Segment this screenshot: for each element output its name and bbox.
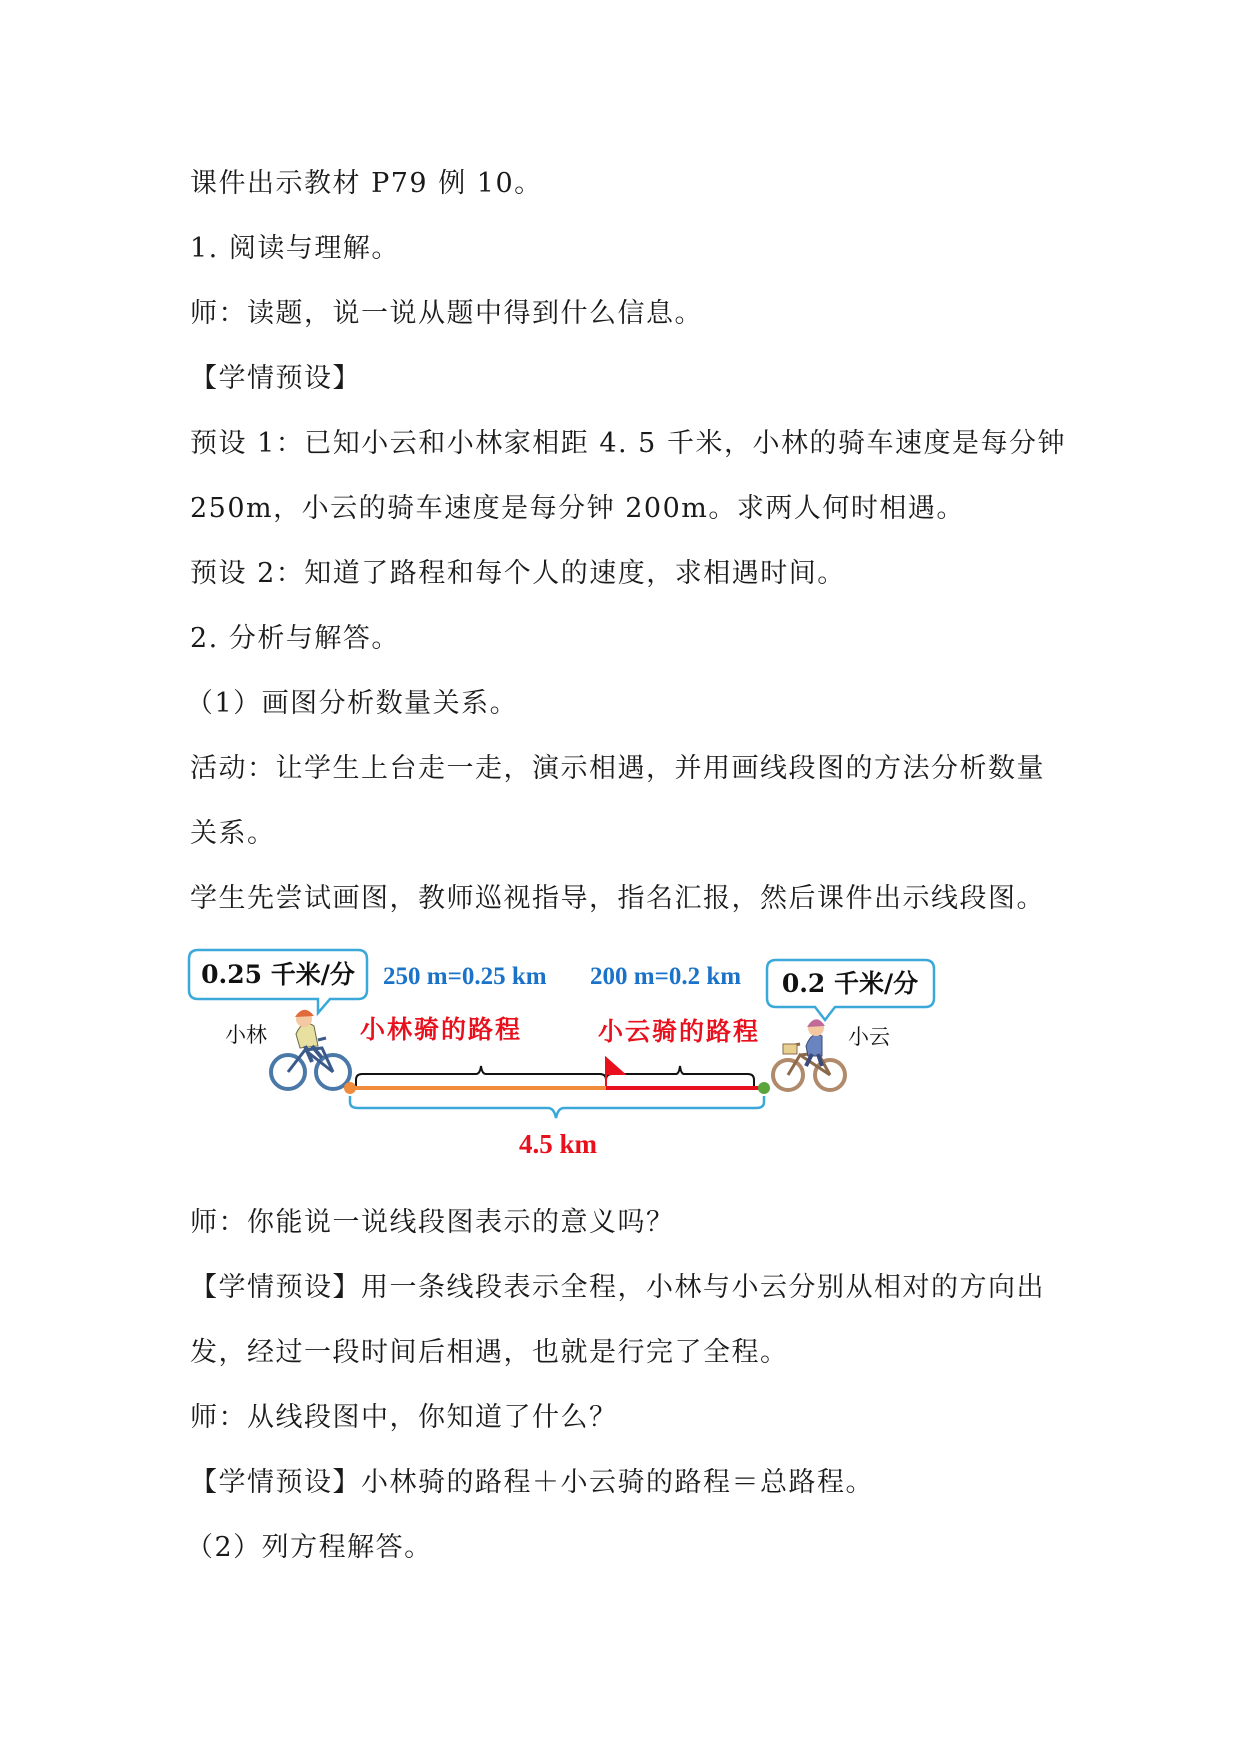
lin-speed-text: 0.25 千米/分 [201, 960, 355, 989]
preset-heading: 【学情预设】 [190, 363, 361, 394]
teacher-prompt-1: 师：读题，说一说从题中得到什么信息。 [190, 298, 703, 329]
lin-speed-bubble [189, 950, 367, 1013]
activity-line-2: 关系。 [190, 818, 276, 849]
end-point [758, 1082, 770, 1094]
total-distance-label: 4.5 km [518, 1129, 598, 1159]
meeting-flag-icon [606, 1058, 624, 1090]
preset-4: 【学情预设】小林骑的路程＋小云骑的路程＝总路程。 [190, 1467, 874, 1498]
lin-route-label: 小林骑的路程 [360, 1015, 523, 1044]
lin-cyclist-illustration [271, 1010, 350, 1089]
yun-name-label: 小云 [848, 1025, 890, 1049]
preset-1-line-1: 预设 1：已知小云和小林家相距 4. 5 千米，小林的骑车速度是每分钟 [190, 428, 1066, 459]
lin-name-label: 小林 [225, 1023, 267, 1047]
teacher-prompt-3: 师：从线段图中，你知道了什么？ [190, 1402, 618, 1433]
step-1-heading: 1. 阅读与理解。 [190, 233, 400, 264]
yun-cyclist-illustration [773, 1019, 845, 1090]
intro-line: 课件出示教材 P79 例 10。 [190, 168, 543, 199]
preset-3-line-2: 发，经过一段时间后相遇，也就是行完了全程。 [190, 1337, 789, 1368]
line-segment-diagram [0, 930, 1241, 1200]
teacher-prompt-2: 师：你能说一说线段图表示的意义吗？ [190, 1207, 675, 1238]
lin-conversion-label: 250 m=0.25 km [383, 963, 547, 990]
yun-speed-bubble [767, 960, 934, 1020]
substep-1: （1）画图分析数量关系。 [186, 688, 519, 719]
preset-3-line-1: 【学情预设】用一条线段表示全程，小林与小云分别从相对的方向出 [190, 1272, 1045, 1303]
student-drawing-line: 学生先尝试画图，教师巡视指导，指名汇报，然后课件出示线段图。 [190, 883, 1045, 914]
yun-speed-text: 0.2 千米/分 [781, 969, 919, 998]
substep-2: （2）列方程解答。 [186, 1532, 433, 1563]
step-2-heading: 2. 分析与解答。 [190, 623, 400, 654]
preset-2: 预设 2：知道了路程和每个人的速度，求相遇时间。 [190, 558, 846, 589]
start-point [344, 1082, 356, 1094]
yun-conversion-label: 200 m=0.2 km [590, 963, 742, 990]
total-distance-brace [350, 1096, 764, 1118]
yun-route-label: 小云骑的路程 [598, 1017, 761, 1046]
yun-segment-brace [606, 1066, 754, 1088]
lin-segment-brace [356, 1066, 606, 1088]
preset-1-line-2: 250m，小云的骑车速度是每分钟 200m。求两人何时相遇。 [190, 493, 965, 524]
activity-line-1: 活动：让学生上台走一走，演示相遇，并用画线段图的方法分析数量 [190, 753, 1045, 784]
